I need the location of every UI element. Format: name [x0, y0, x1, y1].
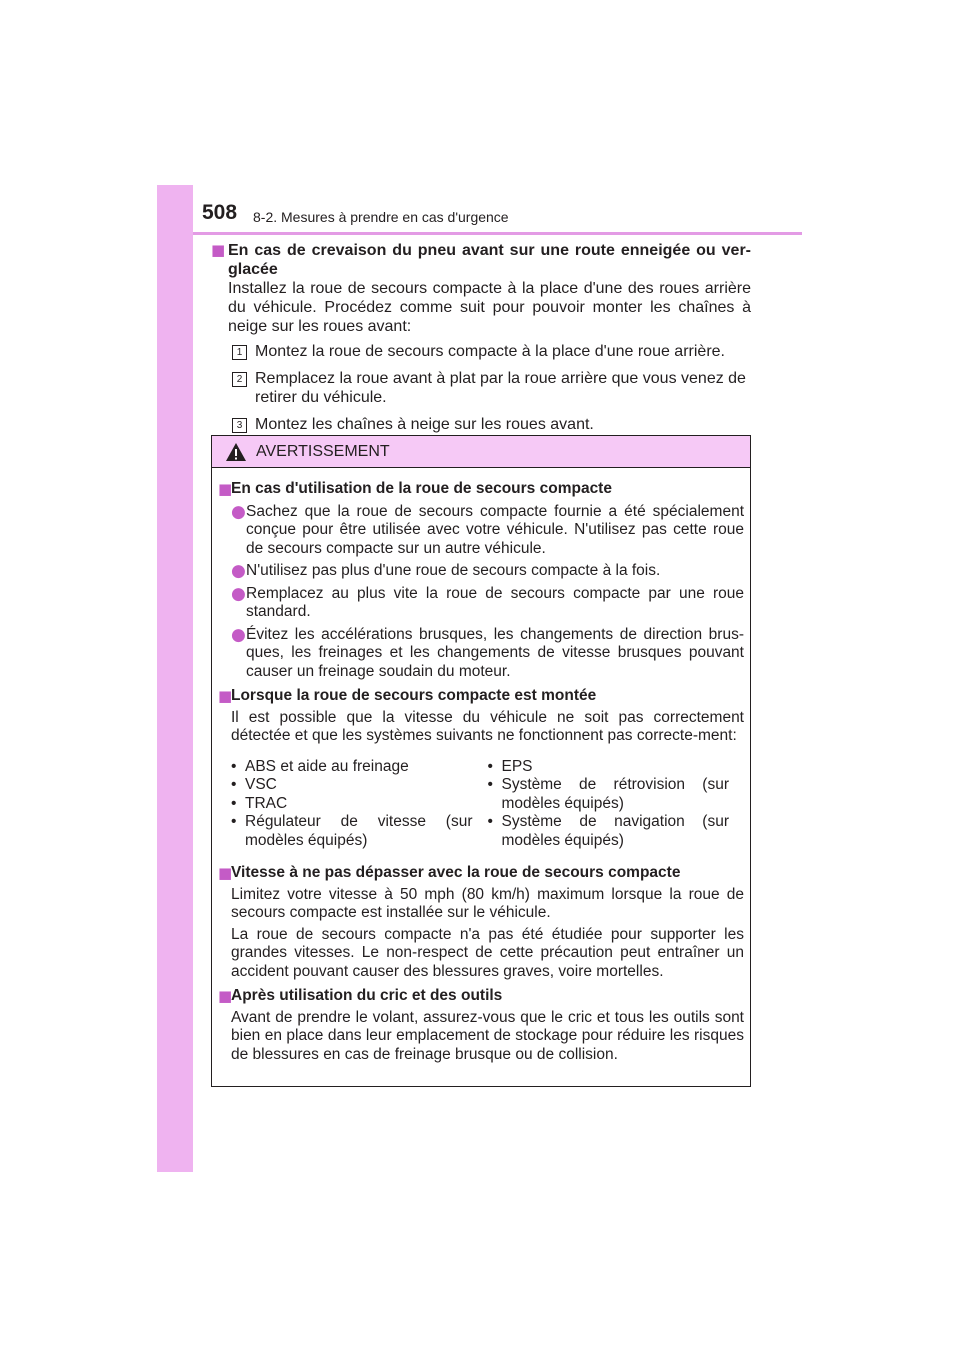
step-text: Remplacez la roue avant à plat par la roue arrière que vous venez de retirer du véhicule. — [255, 370, 746, 406]
warning-section — [218, 687, 744, 850]
bullet-item: ● Évitez les accélérations brusques, les changements de direction brus-ques, les freinages et les changements de vitesse brusques pouvant causer un freinage soudain du moteur. — [231, 624, 744, 680]
warning-section — [218, 480, 744, 681]
list-item: • VSC — [231, 776, 277, 793]
square-bullet-icon: ■ — [211, 241, 226, 259]
circle-bullet-icon: ● — [231, 501, 246, 522]
warning-paragraph: Il est possible que la vitesse du véhicule ne soit pas correctement détectée et que les systèmes suivants ne fonctionnent pas correcte-ment: — [231, 708, 744, 744]
section-title: 8-2. Mesures à prendre en cas d'urgence — [253, 209, 509, 225]
system-list — [218, 758, 744, 851]
list-item: • Système de navigation (sur modèles équipés) — [487, 813, 729, 849]
warning-section-heading: ■ Vitesse à ne pas dépasser avec la roue de secours compacte — [218, 864, 681, 882]
step-number: 3 — [232, 418, 247, 433]
warning-section-heading: ■ Lorsque la roue de secours compacte est montée — [218, 687, 597, 705]
page-number: 508 — [202, 201, 238, 224]
warning-title: AVERTISSEMENT — [256, 442, 390, 460]
list-item: • Système de rétrovision (sur modèles équipés) — [487, 776, 729, 812]
warning-body — [212, 468, 750, 1064]
step-text: Montez la roue de secours compacte à la place d'une roue arrière. — [255, 343, 725, 360]
intro-heading: ■ En cas de crevaison du pneu avant sur une route enneigée ou ver-glacée — [211, 241, 751, 278]
bullet-item: ● Remplacez au plus vite la roue de secours compacte par une roue standard. — [231, 583, 744, 620]
circle-bullet-icon: ● — [231, 624, 246, 645]
warning-header — [212, 436, 750, 468]
bullet-item: ● Sachez que la roue de secours compacte fournie a été spécialement conçue pour être utilisée avec votre véhicule. N'utilisez pas cette roue de secours compacte sur un autre véhicule. — [231, 501, 744, 557]
warning-paragraph: La roue de secours compacte n'a pas été étudiée pour supporter les grandes vitesses. Le non-respect de cette précaution peut entraîner un accident pouvant causer des blessures graves, voire mortelles. — [231, 925, 744, 980]
list-item: • Régulateur de vitesse (sur modèles équipés) — [231, 813, 473, 849]
step-text: Montez les chaînes à neige sur les roues avant. — [255, 416, 594, 433]
step-item — [211, 342, 751, 361]
warning-section-heading: ■ En cas d'utilisation de la roue de secours compacte — [218, 480, 612, 498]
system-list-right — [488, 758, 730, 851]
warning-paragraph: Limitez votre vitesse à 50 mph (80 km/h) maximum lorsque la roue de secours compacte est installée sur le véhicule. — [231, 885, 744, 921]
warning-section-heading: ■ Après utilisation du cric et des outils — [218, 987, 503, 1005]
step-item — [211, 415, 751, 434]
warning-triangle-icon — [225, 442, 247, 462]
square-bullet-icon: ■ — [218, 480, 233, 498]
intro-paragraph: Installez la roue de secours compacte à la place d'une des roues arrière du véhicule. Procédez comme suit pour pouvoir monter les chaînes à neige sur les roues avant: — [228, 280, 751, 335]
step-list — [211, 342, 751, 434]
circle-bullet-icon: ● — [231, 561, 246, 581]
warning-paragraph: Avant de prendre le volant, assurez-vous que le cric et tous les outils sont bien en place dans leur emplacement de stockage pour réduire les risques de blessures en cas de freinage brusque ou de collision. — [231, 1008, 744, 1063]
step-number: 2 — [232, 372, 247, 387]
list-item: • TRAC — [231, 794, 288, 812]
square-bullet-icon: ■ — [218, 864, 233, 882]
warning-section — [218, 987, 744, 1064]
warning-section — [218, 864, 744, 981]
header-divider — [193, 232, 802, 235]
list-item: • EPS — [487, 757, 533, 775]
bullet-item: ● N'utilisez pas plus d'une roue de secours compacte à la fois. — [231, 561, 661, 581]
circle-bullet-icon: ● — [231, 583, 246, 604]
step-number: 1 — [232, 345, 247, 360]
warning-box — [211, 435, 751, 1087]
list-item: • ABS et aide au freinage — [231, 757, 409, 775]
chapter-sidebar-tab — [157, 185, 193, 1172]
square-bullet-icon: ■ — [218, 987, 233, 1005]
system-list-left — [231, 758, 473, 851]
step-item — [211, 369, 751, 407]
intro-section — [211, 241, 751, 442]
square-bullet-icon: ■ — [218, 687, 233, 705]
